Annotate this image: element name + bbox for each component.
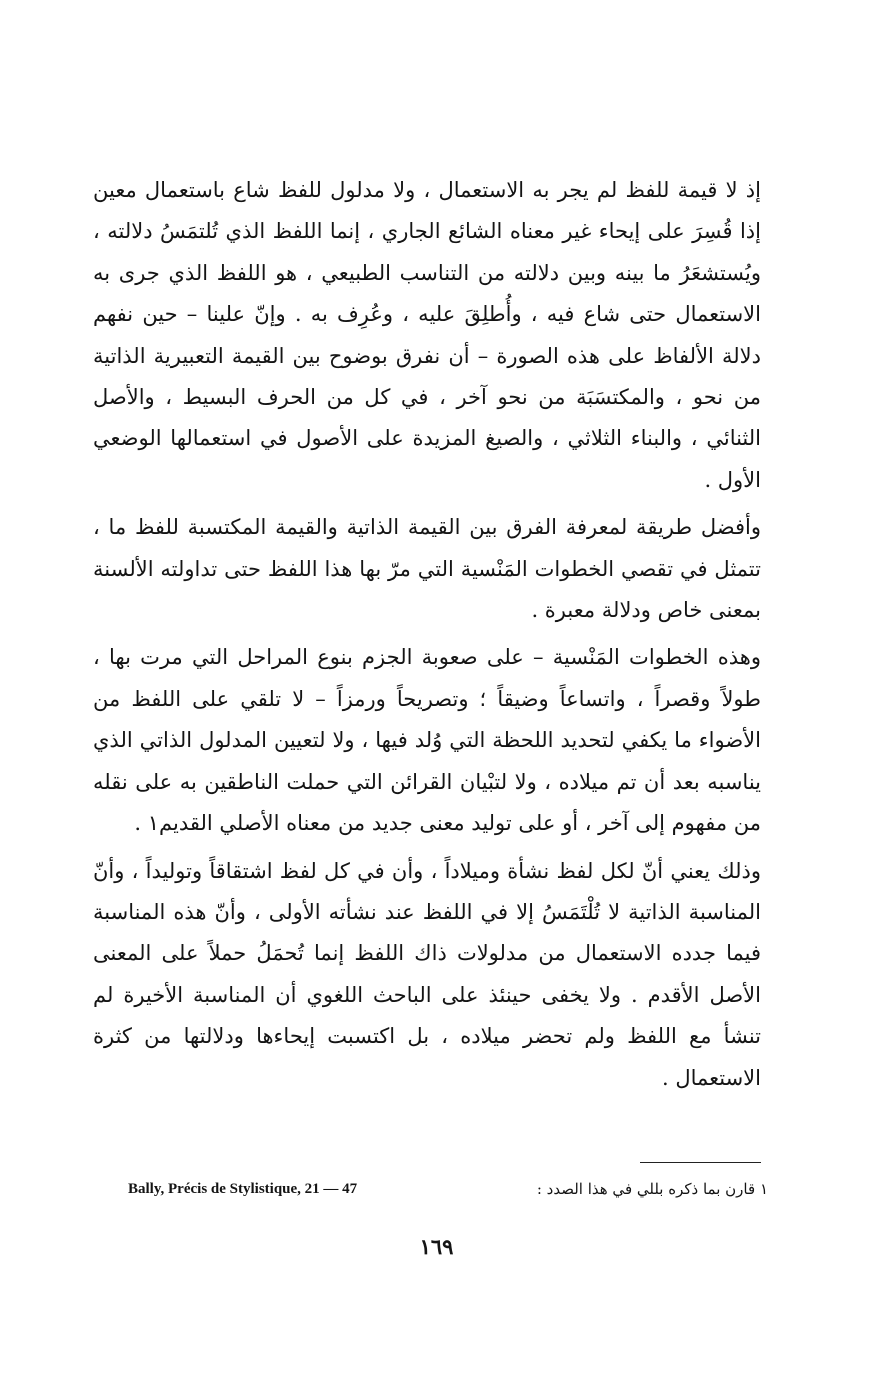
paragraph-1: إذ لا قيمة للفظ لم يجر به الاستعمال ، ولا مدلول للفظ شاع باستعمال معين إذا قُسِرَ على إيحاء غير معناه الشائع الجاري ، إنما اللفظ الذي تُلتمَسُ دلالته ، ويُستشعَرُ ما بينه وبين دلالته من التناسب الطبيعي ، هو اللفظ الذي جرى به الاستعمال حتى شاع فيه ، وأُطلِقَ عليه ، وعُرِف به . وإنّ علينا – حين نفهم دلالة الألفاظ على هذه الصورة – أن نفرق بوضوح بين القيمة التعبيرية الذاتية من نحو ، والمكتسَبَة من نحو آخر ، في كل من الحرف البسيط ، والأصل الثنائي ، والبناء الثلاثي ، والصيغ المزيدة على الأصول في استعمالها الوضعي الأول . bbox=[93, 178, 761, 492]
footnote-arabic-text: ١ قارن بما ذكره بللي في هذا الصدد : bbox=[536, 1180, 768, 1198]
body-text bbox=[93, 170, 761, 1099]
page-number: ١٦٩ bbox=[419, 1234, 454, 1259]
footnote-divider bbox=[640, 1162, 761, 1163]
footnote bbox=[128, 1176, 768, 1202]
paragraph-3: وهذه الخطوات المَنْسية – على صعوبة الجزم بنوع المراحل التي مرت بها ، طولاً وقصراً ، واتساعاً وضيقاً ؛ وتصريحاً ورمزاً – لا تلقي على اللفظ من الأضواء ما يكفي لتحديد اللحظة التي وُلد فيها ، ولا لتعيين المدلول الذاتي الذي يناسبه بعد أن تم ميلاده ، ولا لتبْيان القرائن التي حملت الناطقين به على نقله من مفهوم إلى آخر ، أو على توليد معنى جديد من معناه الأصلي القديم١ . bbox=[93, 645, 761, 836]
footnote-reference: Bally, Précis de Stylistique, 21 — 47 bbox=[128, 1181, 358, 1197]
paragraph-4: وذلك يعني أنّ لكل لفظ نشأة وميلاداً ، وأن في كل لفظ اشتقاقاً وتوليداً ، وأنّ المناسبة الذاتية لا تُلْتَمَسُ إلا في اللفظ عند نشأته الأولى ، وأنّ هذه المناسبة فيما جدده الاستعمال من مدلولات ذاك اللفظ إنما تُحمَلُ حملاً على المعنى الأصل الأقدم . ولا يخفى حينئذ على الباحث اللغوي أن المناسبة الأخيرة لم تنشأ مع اللفظ ولم تحضر ميلاده ، بل اكتسبت إيحاءها ودلالتها من كثرة الاستعمال . bbox=[93, 858, 761, 1090]
paragraph-2: وأفضل طريقة لمعرفة الفرق بين القيمة الذاتية والقيمة المكتسبة للفظ ما ، تتمثل في تقصي الخطوات المَنْسية التي مرّ بها هذا اللفظ حتى تداولته الألسنة بمعنى خاص ودلالة معبرة . bbox=[93, 515, 761, 623]
